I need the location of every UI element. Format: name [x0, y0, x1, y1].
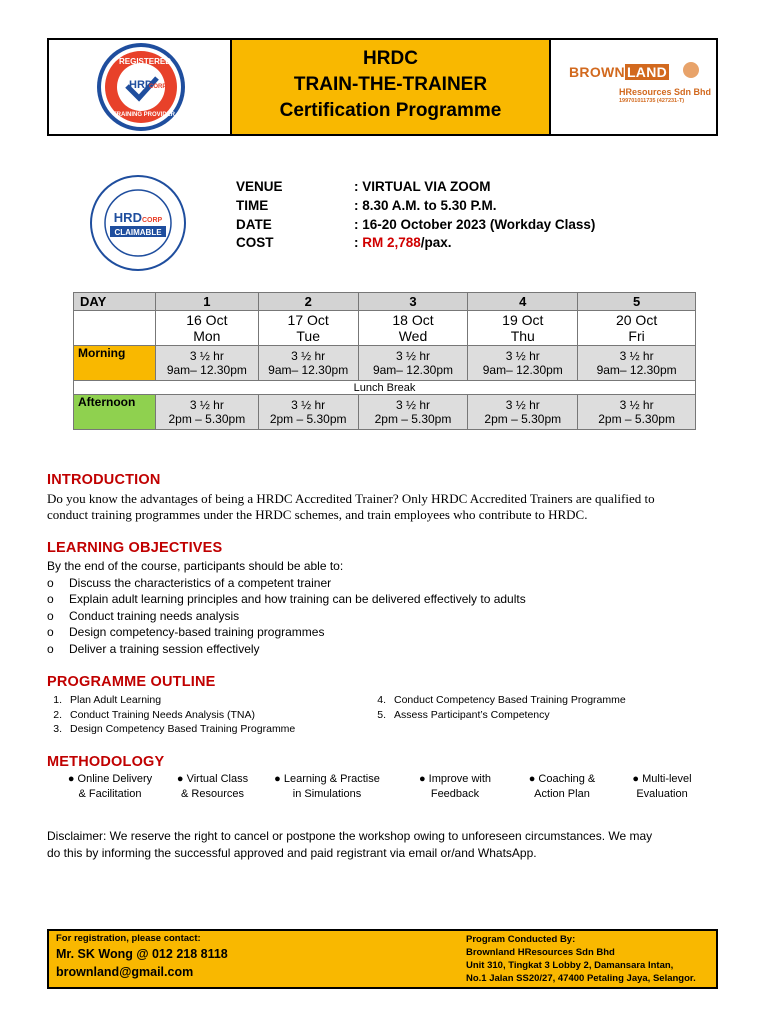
outline-left [40, 693, 360, 737]
venue-label: VENUE [236, 179, 283, 194]
brownland-reg-no: 199701011735 (427231-T) [619, 98, 685, 104]
afternoon-label: Afternoon [74, 395, 156, 430]
contact-phone[interactable]: Mr. SK Wong @ 012 218 8118 [56, 947, 228, 961]
day-number: 5 [578, 293, 696, 311]
weekday-text: Wed [398, 328, 428, 344]
cost-colon: : [354, 235, 363, 250]
registration-label: For registration, please contact: [56, 933, 201, 944]
svg-text:HRDCORP: HRDCORP [113, 210, 163, 225]
morning-slot: 3 ½ hr 9am– 12.30pm [358, 346, 468, 381]
date-cell [358, 311, 468, 346]
address-line: Unit 310, Tingkat 3 Lobby 2, Damansara Intan, [466, 960, 674, 971]
contact-email[interactable]: brownland@gmail.com [56, 965, 194, 979]
svg-text:REGISTERED: REGISTERED [119, 57, 172, 66]
day-header: DAY [74, 293, 156, 311]
conducted-by [466, 933, 696, 985]
title-box [230, 40, 551, 134]
methodology-item: ● Virtual Class & Resources [176, 773, 249, 800]
brownland-brown: BROWN [569, 64, 625, 80]
weekday-text: Mon [193, 328, 221, 344]
brownland-land: LAND [626, 64, 668, 80]
hrdcorp-claimable-logo [88, 173, 188, 273]
hrdcorp-registered-logo [49, 40, 232, 134]
date-text: 19 Oct [502, 312, 544, 328]
outline-right [364, 693, 704, 722]
morning-slot: 3 ½ hr 9am– 12.30pm [468, 346, 578, 381]
table-row-afternoon [74, 395, 696, 430]
list-item: o Deliver a training session effectively [47, 641, 260, 656]
table-row-morning [74, 346, 696, 381]
morning-slot: 3 ½ hr 9am– 12.30pm [155, 346, 258, 381]
afternoon-slot: 3 ½ hr 2pm – 5.30pm [358, 395, 468, 430]
date-text: 18 Oct [392, 312, 434, 328]
company-name: Brownland HResources Sdn Bhd [466, 947, 615, 958]
header-banner [47, 38, 718, 136]
list-item: o Conduct training needs analysis [47, 608, 240, 623]
outline-heading: PROGRAMME OUTLINE [47, 674, 216, 690]
conducted-label: Program Conducted By: [466, 934, 576, 945]
list-item: o Explain adult learning principles and how training can be delivered effectively to adults [47, 592, 526, 606]
date-text: 17 Oct [287, 312, 329, 328]
morning-slot: 3 ½ hr 9am– 12.30pm [258, 346, 358, 381]
table-row-days [74, 293, 696, 311]
list-item: 3. Design Competency Based Training Programme [53, 723, 296, 735]
disclaimer [47, 828, 747, 862]
disclaimer-line: Disclaimer: We reserve the right to cancel or postpone the workshop owing to unforeseen circumstances. We may [47, 829, 653, 843]
lunch-break: Lunch Break [74, 381, 696, 395]
day-number: 1 [155, 293, 258, 311]
introduction-line: Do you know the advantages of being a HRDC Accredited Trainer? Only HRDC Accredited Trainers are qualified to [47, 491, 655, 506]
list-item: o Discuss the characteristics of a competent trainer [47, 575, 332, 590]
introduction-line: conduct training programmes under the HRDC schemes, and train employees who contribute to HRDC. [47, 507, 588, 522]
date-row [236, 215, 595, 234]
afternoon-slot: 3 ½ hr 2pm – 5.30pm [468, 395, 578, 430]
list-item: o Design competency-based training programmes [47, 625, 325, 639]
morning-label: Morning [74, 346, 156, 381]
schedule-table [73, 292, 696, 430]
methodology-item: ● Online Delivery & Facilitation [67, 773, 153, 800]
brownland-subtitle: HResources Sdn Bhd [619, 87, 712, 97]
globe-icon [683, 62, 699, 78]
address-line: No.1 Jalan SS20/27, 47400 Petaling Jaya, Selangor. [466, 973, 696, 984]
time-label: TIME [236, 198, 269, 213]
brownland-logo [553, 40, 716, 134]
afternoon-slot: 3 ½ hr 2pm – 5.30pm [155, 395, 258, 430]
weekday-text: Tue [296, 328, 320, 344]
list-item: 2. Conduct Training Needs Analysis (TNA) [53, 708, 255, 721]
list-item: 1. Plan Adult Learning [53, 694, 162, 706]
table-row-dates [74, 311, 696, 346]
title-line-2: TRAIN-THE-TRAINER [293, 74, 488, 95]
weekday-text: Fri [628, 328, 645, 344]
date-text: 16 Oct [186, 312, 228, 328]
date-label: DATE [236, 217, 272, 232]
svg-text:CORP: CORP [149, 84, 167, 90]
list-item: 5. Assess Participant’s Competency [377, 708, 550, 721]
methodology-item: ● Multi-level Evaluation [632, 773, 692, 800]
svg-text:HRD: HRD [129, 79, 153, 91]
afternoon-slot: 3 ½ hr 2pm – 5.30pm [258, 395, 358, 430]
date-text: 20 Oct [615, 312, 658, 328]
date-cell [468, 311, 578, 346]
date-cell [258, 311, 358, 346]
title-line-1: HRDC [363, 48, 418, 69]
date-cell [155, 311, 258, 346]
disclaimer-line: do this by informing the successful approved and paid registrant via email or/and WhatsApp. [47, 846, 537, 860]
introduction-heading: INTRODUCTION [47, 472, 161, 488]
methodology-item: ● Coaching & Action Plan [528, 773, 596, 800]
cost-row [236, 233, 452, 252]
morning-slot: 3 ½ hr 9am– 12.30pm [578, 346, 696, 381]
empty-cell [74, 311, 156, 346]
weekday-text: Thu [510, 328, 535, 344]
svg-text:CLAIMABLE: CLAIMABLE [114, 228, 162, 237]
day-number: 2 [258, 293, 358, 311]
cost-amount: RM 2,788 [362, 235, 421, 250]
time-value: : 8.30 A.M. to 5.30 P.M. [354, 198, 497, 213]
cost-unit: /pax. [420, 235, 452, 250]
venue-row [236, 177, 491, 196]
table-row-lunch [74, 381, 696, 395]
afternoon-slot: 3 ½ hr 2pm – 5.30pm [578, 395, 696, 430]
objectives-heading: LEARNING OBJECTIVES [47, 540, 223, 556]
methodology-heading: METHODOLOGY [47, 754, 165, 770]
objectives-intro: By the end of the course, participants should be able to: [47, 559, 344, 573]
objectives-list [47, 558, 737, 657]
list-item: 4. Conduct Competency Based Training Programme [377, 694, 626, 706]
cost-label: COST [236, 235, 274, 250]
venue-value: : VIRTUAL VIA ZOOM [354, 179, 491, 194]
day-number: 3 [358, 293, 468, 311]
date-cell [578, 311, 696, 346]
footer-contact-box [47, 929, 718, 989]
day-number: 4 [468, 293, 578, 311]
introduction-text [47, 491, 737, 523]
svg-text:TRAINING PROVIDER: TRAINING PROVIDER [113, 112, 176, 118]
date-value: : 16-20 October 2023 (Workday Class) [354, 217, 596, 232]
time-row [236, 196, 497, 215]
methodology-item: ● Improve with Feedback [418, 773, 492, 800]
methodology-item: ● Learning & Practise in Simulations [274, 773, 380, 800]
registration-contact [56, 933, 228, 981]
title-line-3: Certification Programme [279, 100, 502, 121]
